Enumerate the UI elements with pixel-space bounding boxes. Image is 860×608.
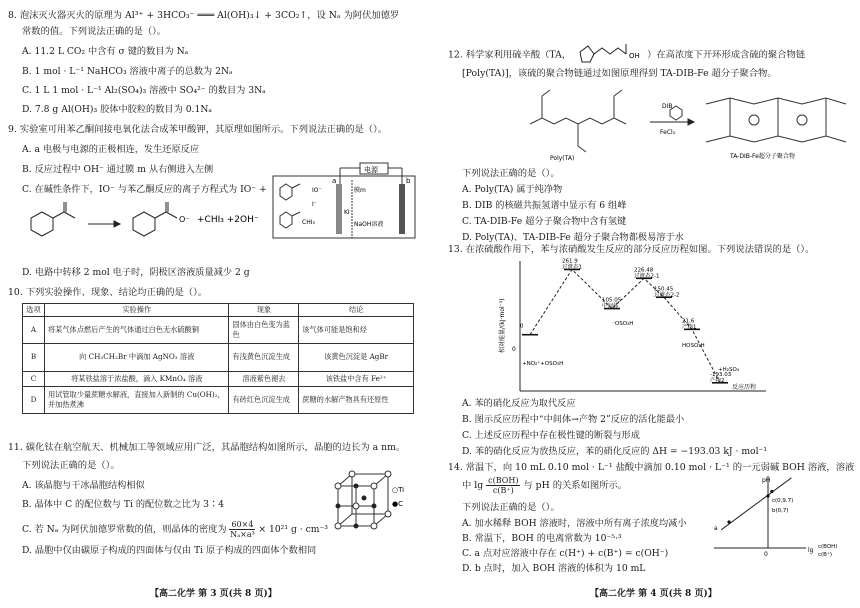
q10-table [22,303,414,414]
product-polymer-label: TA-DIB-Fe超分子聚合物 [730,153,795,160]
q12-option-a: A. Poly(TA) 属于纯净物 [462,184,563,195]
electrode-a-label: a [332,177,337,185]
row-a-option: A [23,316,45,343]
membrane-label: 膜m [354,187,366,194]
row-d-conclusion: 蔗糖的水解产物具有还原性 [299,386,414,413]
reaction-arrow [88,221,120,227]
row-a-conclusion: 该气体可能是饱和烃 [299,316,414,343]
q13-stem: 13. 在浓硫酸作用下，苯与浓硝酸发生反应的部分反应历程如图。下列说法错误的是（）。 [448,244,815,255]
table-row [23,371,414,386]
benzoate-structure [133,202,177,236]
q12-stem-line2: [Poly(TA)]，该硫的聚合物链通过如图原理得到 TA-DIB-Fe 超分子聚合物。 [462,68,777,79]
header-phenomenon: 现象 [229,304,299,317]
q13-option-d: D. 苯的硝化反应为放热反应，苯的硝化反应的 ΔH = −193.03 kJ · mol⁻¹ [462,446,768,457]
q11-option-c-text: C. 若 Nₐ 为阿伏加德罗常数的值，则晶体的密度为 [22,524,227,535]
ph-y-label: pH [762,477,771,484]
o-minus-label: O⁻ [179,215,190,224]
q9-equation-figure [22,198,282,250]
q12-stem-pre: 12. 科学家利用硫辛酸（TA， [448,49,572,61]
row-b-conclusion: 该黄色沉淀是 AgBr [299,343,414,371]
q13-energy-profile-chart [496,257,782,395]
row-b-option: B [23,343,45,371]
ti-legend: ○Ti [392,486,405,494]
footer-right: 【高二化学 第 4 页(共 8 页)】 [590,589,717,599]
ph-origin-label: 0 [764,551,768,558]
ph-x-numerator: c(BOH) [818,544,838,550]
energy-y-label: 相对能量/(kJ·mol⁻¹) [499,298,506,353]
table-row [23,343,414,371]
q9-option-c: C. 在碱性条件下，IO⁻ 与苯乙酮反应的离子方程式为 IO⁻ + [22,184,267,195]
density-fraction [229,520,255,539]
q11-option-d: D. 晶胞中仅由碳原子构成的四面体与仅由 Ti 原子构成的四面体个数相同 [22,545,317,556]
footer-left: 【高二化学 第 3 页(共 8 页)】 [150,589,277,599]
q9-electrolysis-figure [272,162,420,242]
q12-stem-post: ）在高浓度下开环形成含硫的聚合物链 [647,49,806,61]
q12-stem-line1 [448,40,805,70]
header-operation: 实验操作 [44,304,229,317]
lipoic-acid-structure [574,40,644,70]
q10-stem: 10. 下列实验操作、现象、结论均正确的是（）。 [8,287,208,298]
energy-origin-label: 0 [512,346,516,353]
q14-ratio-fraction [486,476,520,495]
q14-stem2-pre: 中 lg [462,480,484,491]
energy-value-label: 226.48 [634,267,654,274]
q11-option-b: B. 晶体中 C 的配位数与 Ti 的配位数之比为 3∶4 [22,499,224,510]
product1-species-label: HOSO₃H [682,343,705,349]
q9-figure-structures [280,184,300,228]
q14-option-a: A. 加水稀释 BOH 溶液时，溶液中所有离子浓度均减小 [462,518,687,529]
point-a-label: a [714,525,718,532]
q12-arrow [650,119,694,125]
c-legend: ●C [392,500,403,508]
poly-ta-chain [530,90,626,152]
q13-option-c: C. 上述反应历程中存在极性键的断裂与形成 [462,430,640,441]
q14-ratio-numerator: c(BOH) [488,476,519,485]
energy-value-label: 0 [520,323,524,330]
row-c-conclusion: 该铁盐中含有 Fe²⁺ [299,371,414,386]
ph-point-a [727,520,730,523]
ph-points [727,490,773,524]
energy-value-label: 21.6 [682,318,695,325]
ph-x-prefix: lg [808,547,814,554]
row-a-operation: 将某气体点燃后产生的气体通过白色无水硫酸铜 [44,316,229,343]
energy-value-label: -193.03 [710,371,732,378]
q14-option-d: D. b 点时，加入 BOH 溶液的体积为 10 mL [462,563,646,574]
q8-option-c: C. 1 L 1 mol · L⁻¹ Al₂(SO₄)₃ 溶液中 SO₄²⁻ 的数目为 3Nₐ [22,85,266,96]
electrolytic-cell [273,176,415,238]
q14-ph-chart [710,472,850,564]
row-d-phenomenon: 有砖红色沉淀生成 [229,386,299,413]
q14-option-b: B. 常温下，BOH 的电离常数为 10⁻⁵·³ [462,533,622,544]
q13-option-b: B. 图示反应历程中“中间体→产物 2”反应的活化能最小 [462,414,685,425]
chi3-label: CHI₃ [302,219,315,226]
q11-stem-line2: 下列说法正确的是（）。 [22,460,120,471]
reactant-label: +NO₂⁺+OSO₃H [522,361,564,367]
row-d-option: D [23,386,45,413]
ph-point-b [770,490,773,493]
q9-option-b: B. 反应过程中 OH⁻ 通过膜 m 从右侧进入左侧 [22,164,214,175]
poly-ta-label: Poly(TA) [550,155,575,162]
row-c-phenomenon: 溶液紫色褪去 [229,371,299,386]
q8-stem-line2: 常数的值。下列说法正确的是（）。 [22,26,167,37]
energy-state-label: 中间体 [602,303,619,310]
electrode-a [336,184,342,234]
q8-option-b: B. 1 mol · L⁻¹ NaHCO₃ 溶液中离子的总数为 2Nₐ [22,66,233,77]
energy-state-label: 过渡态1 [562,264,582,271]
row-b-operation: 向 CH₃CH₂Br 中滴加 AgNO₃ 溶液 [44,343,229,371]
q14-stem-line2 [462,476,627,495]
q11-crystal-cell-figure [330,468,414,534]
dib-label: DIB [662,103,673,110]
lipoic-oh-label: OH [629,52,640,60]
q9-option-d: D. 电路中转移 2 mol 电子时，阴极区溶液质量减少 2 g [22,267,250,278]
q8-stem-line1: 8. 泡沫灭火器灭火的原理为 Al³⁺ + 3HCO₃⁻ ═══ Al(OH)₃↓ + 3CO₂↑，设 Nₐ 为阿伏加德罗 [8,10,400,21]
q9-option-a: A. a 电极与电源的正极相连，发生还原反应 [22,144,200,155]
ph-x-denominator: c(B⁺) [818,552,832,558]
row-d-operation: 用试管取少量蔗糖水解液，直接加入新制的 Cu(OH)₂，并加热煮沸 [44,386,229,413]
q12-option-d: D. Poly(TA)、TA-DIB-Fe 超分子聚合物都极易溶于水 [462,232,684,243]
q11-stem-line1: 11. 碳化钛在航空航天、机械加工等领域应用广泛，其晶胞结构如图所示，晶胞的边长为 a nm。 [8,442,406,453]
energy-value-label: 150.45 [654,286,674,293]
header-conclusion: 结论 [299,304,414,317]
header-option: 选项 [23,304,45,317]
q12-stem-line3: 下列说法正确的是（）。 [462,168,560,179]
supramolecular-network [706,98,846,142]
energy-state-label: 产物2 [710,377,725,384]
q14-option-c: C. a 点对应溶液中存在 c(H⁺) + c(B⁺) = c(OH⁻) [462,548,669,559]
naoh-label: NaOH溶液 [354,221,384,228]
energy-value-label: 261.9 [562,258,578,265]
q9-equation-products: +CHI₃ +2OH⁻ [197,215,259,225]
intermediate-species-label: ⁻OSO₃H [612,321,634,327]
q11-option-c-unit: × 10²¹ g · cm⁻³ [258,524,328,535]
row-b-phenomenon: 有浅黄色沉淀生成 [229,343,299,371]
q14-stem2-post: 与 pH 的关系如图所示。 [523,480,628,491]
q12-option-b: B. DIB 的核磁共振氢谱中显示有 6 组峰 [462,200,627,211]
q14-ratio-denominator: c(B⁺) [492,486,514,495]
acetophenone-structure [31,202,75,236]
q11-option-c [22,520,328,539]
q13-option-a: A. 苯的硝化反应为取代反应 [462,398,576,409]
row-a-phenomenon: 固体由白色变为蓝色 [229,316,299,343]
q10-table-header [23,304,414,317]
energy-value-label: 105.05 [602,297,622,304]
product2-species-label: +H₂SO₄ [718,367,739,373]
energy-x-label: 反应历程 [732,384,757,391]
row-c-option: C [23,371,45,386]
q14-stem-line1: 14. 常温下，向 10 mL 0.10 mol · L⁻¹ 盐酸中滴加 0.10 mol · L⁻¹ 的一元弱碱 BOH 溶液，溶液 [448,462,855,473]
ph-point-c [766,494,769,497]
electrode-b [399,184,405,234]
row-c-operation: 将某铁盐溶于浓盐酸，滴入 KMnO₄ 溶液 [44,371,229,386]
ki-label: KI [344,209,350,216]
table-row [23,316,414,343]
density-numerator: 60×4 [231,520,254,529]
energy-state-label: 过渡态2-1 [634,273,660,280]
point-b-label: b(0,7) [772,508,789,514]
fecl3-label: FeCl₃ [660,129,676,136]
table-row [23,386,414,413]
q12-option-c: C. TA-DIB-Fe 超分子聚合物中含有氢键 [462,216,627,227]
q12-polymer-figure [520,86,855,162]
energy-state-label: 过渡态2-2 [654,292,680,299]
io-label: IO⁻ [312,187,322,194]
density-denominator: Nₐ×a³ [230,530,255,539]
q14-stem-line3: 下列说法正确的是（）。 [462,502,560,513]
energy-state-label: 产物1 [682,324,697,331]
q11-option-a: A. 该晶胞与干冰晶胞结构相似 [22,480,145,491]
point-c-label: c(0,9.7) [772,498,794,504]
i-label: I⁻ [312,201,317,208]
q9-stem: 9. 实验室可用苯乙酮间接电氧化法合成苯甲酸钾，其原理如图所示。下列说法正确的是（）。 [8,124,388,135]
q8-option-d: D. 7.8 g Al(OH)₃ 胶体中胶粒的数目为 0.1Nₐ [22,104,212,115]
q8-option-a: A. 11.2 L CO₂ 中含有 σ 键的数目为 Nₐ [22,46,189,57]
electrode-b-label: b [406,177,411,185]
power-supply-label: 电源 [364,166,378,174]
